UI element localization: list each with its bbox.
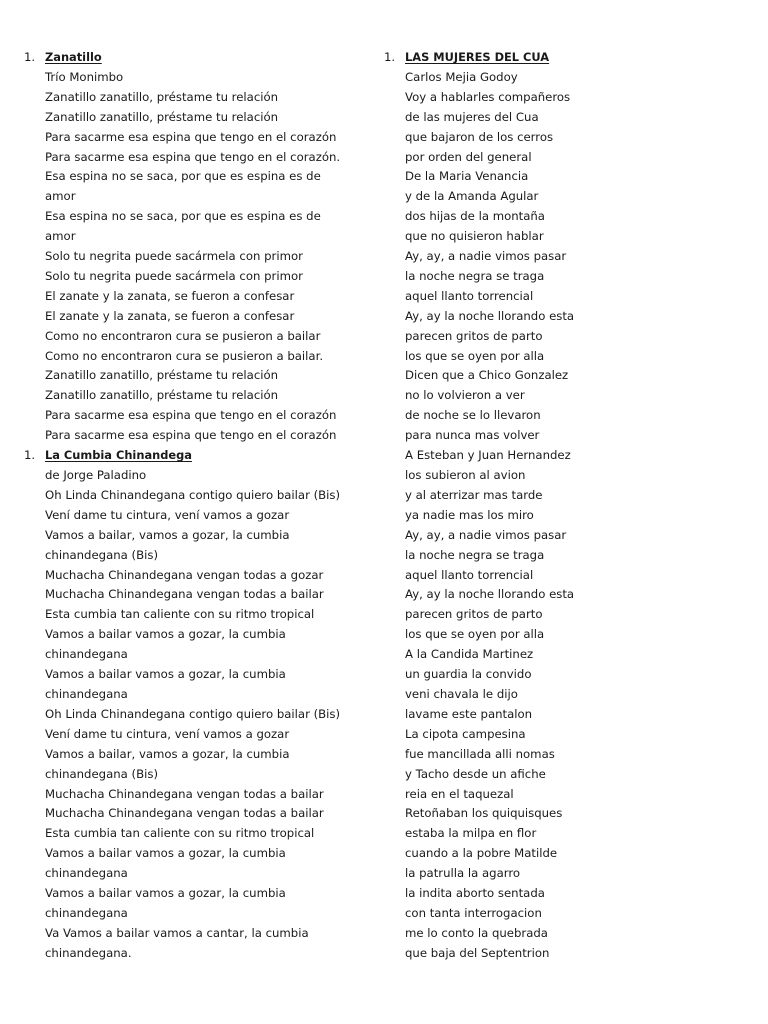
lyric-line: Esta cumbia tan caliente con su ritmo tropical [45, 826, 315, 841]
lyric-line: Solo tu negrita puede sacármela con primor [45, 249, 303, 264]
lyric-line: chinandegana [45, 866, 128, 881]
song-heading [384, 48, 744, 68]
lyric-line: A Esteban y Juan Hernandez [405, 448, 571, 463]
lyric-line: de las mujeres del Cua [405, 109, 539, 124]
lyric-line: Dicen que a Chico Gonzalez [405, 368, 569, 383]
song-title: La Cumbia Chinandega [45, 448, 192, 463]
lyric-line: Oh Linda Chinandegana contigo quiero bailar (Bis) [45, 487, 341, 502]
lyric-line: Como no encontraron cura se pusieron a bailar. [45, 348, 324, 363]
lyric-line: Vamos a bailar vamos a gozar, la cumbia [45, 627, 286, 642]
lyric-line: La cipota campesina [405, 726, 526, 741]
lyric-line: Muchacha Chinandegana vengan todas a bailar [45, 786, 324, 801]
lyric-line: Para sacarme esa espina que tengo en el corazón. [45, 149, 341, 164]
lyric-line: la patrulla la agarro [405, 866, 521, 881]
lyric-line: El zanate y la zanata, se fueron a confesar [45, 308, 295, 323]
lyric-line: chinandegana [45, 905, 128, 920]
lyric-line: Ay, ay la noche llorando esta [405, 587, 575, 602]
lyric-line: de Jorge Paladino [45, 468, 147, 482]
lyric-line: Ay, ay la noche llorando esta [405, 308, 575, 323]
lyric-line: aquel llanto torrencial [405, 288, 534, 303]
lyric-line: Muchacha Chinandegana vengan todas a bailar [45, 806, 324, 821]
list-number: 1. [24, 448, 36, 463]
lyric-line: Solo tu negrita puede sacármela con primor [45, 268, 303, 283]
lyric-line: Ay, ay, a nadie vimos pasar [405, 527, 567, 542]
lyric-line: la noche negra se traga [405, 268, 545, 283]
lyric-line: aquel llanto torrencial [405, 567, 534, 582]
lyric-line: Zanatillo zanatillo, préstame tu relación [45, 89, 279, 104]
song-title: LAS MUJERES DEL CUA [405, 50, 550, 64]
lyric-line: un guardia la convido [405, 667, 532, 682]
lyric-line: parecen gritos de parto [405, 607, 543, 622]
lyric-line: Carlos Mejia Godoy [405, 69, 518, 84]
lyric-line: El zanate y la zanata, se fueron a confesar [45, 288, 295, 303]
lyric-line: Para sacarme esa espina que tengo en el corazón [45, 129, 337, 144]
lyric-line: Zanatillo zanatillo, préstame tu relación [45, 388, 279, 403]
lyric-line: Muchacha Chinandegana vengan todas a bailar [45, 587, 324, 602]
lyric-line: Esta cumbia tan caliente con su ritmo tropical [45, 607, 315, 622]
list-number: 1. [384, 50, 396, 64]
song-heading [24, 446, 369, 466]
lyric-line: dos hijas de la montaña [405, 209, 545, 224]
lyric-line: ya nadie mas los miro [405, 507, 534, 522]
lyric-line: cuando a la pobre Matilde [405, 846, 558, 861]
lyric-line: Retoñaban los quiquisques [405, 806, 563, 821]
lyric-line: Trío Monimbo [45, 69, 124, 84]
song-title: Zanatillo [45, 50, 102, 64]
lyric-line: la noche negra se traga [405, 547, 545, 562]
lyrics [24, 68, 369, 446]
lyric-line: que no quisieron hablar [405, 229, 544, 244]
lyric-line: que bajaron de los cerros [405, 129, 554, 144]
lyric-line: chinandegana (Bis) [45, 766, 159, 781]
lyric-line: Zanatillo zanatillo, préstame tu relación [45, 368, 279, 383]
lyric-line: amor [45, 189, 76, 204]
lyric-line: chinandegana [45, 647, 128, 662]
lyric-line: Muchacha Chinandegana vengan todas a gozar [45, 567, 324, 582]
lyric-line: lavame este pantalon [405, 706, 533, 721]
lyric-line: para nunca mas volver [405, 428, 540, 443]
lyric-line: Como no encontraron cura se pusieron a bailar [45, 328, 321, 343]
lyric-line: y Tacho desde un afiche [405, 766, 546, 781]
lyric-line: veni chavala le dijo [405, 686, 518, 701]
lyric-line: por orden del general [405, 149, 532, 164]
lyric-line: Vení dame tu cintura, vení vamos a gozar [45, 726, 290, 741]
lyric-line: los subieron al avion [405, 468, 526, 483]
lyric-line: Zanatillo zanatillo, préstame tu relación [45, 109, 279, 124]
lyric-line: con tanta interrogacion [405, 905, 542, 920]
left-column [24, 48, 369, 964]
lyric-line: que baja del Septentrion [405, 945, 550, 960]
lyric-line: Ay, ay, a nadie vimos pasar [405, 249, 567, 264]
song-block [24, 48, 369, 446]
list-number: 1. [24, 50, 36, 64]
lyric-line: de noche se lo llevaron [405, 408, 541, 423]
lyric-line: Voy a hablarles compañeros [405, 89, 571, 104]
lyric-line: Esa espina no se saca, por que es espina es de [45, 209, 321, 224]
lyric-line: y al aterrizar mas tarde [405, 487, 543, 502]
song-block [384, 48, 744, 964]
lyric-line: chinandegana [45, 686, 128, 701]
lyrics [384, 68, 744, 964]
lyric-line: Vamos a bailar vamos a gozar, la cumbia [45, 886, 286, 901]
lyric-line: la indita aborto sentada [405, 886, 545, 901]
lyric-line: Oh Linda Chinandegana contigo quiero bailar (Bis) [45, 706, 341, 721]
lyric-line: Va Vamos a bailar vamos a cantar, la cumbia [45, 925, 309, 940]
lyric-line: no lo volvieron a ver [405, 388, 525, 403]
lyric-line: Vamos a bailar, vamos a gozar, la cumbia [45, 527, 290, 542]
lyric-line: me lo conto la quebrada [405, 925, 548, 940]
lyric-line: Para sacarme esa espina que tengo en el corazón [45, 408, 337, 423]
lyrics [24, 466, 369, 964]
lyric-line: Para sacarme esa espina que tengo en el corazón [45, 428, 337, 443]
lyric-line: reia en el taquezal [405, 786, 514, 801]
lyric-line: amor [45, 229, 76, 244]
lyric-line: Vamos a bailar vamos a gozar, la cumbia [45, 846, 286, 861]
lyric-line: Vamos a bailar vamos a gozar, la cumbia [45, 667, 286, 682]
lyric-line: parecen gritos de parto [405, 328, 543, 343]
lyric-line: De la Maria Venancia [405, 169, 529, 184]
lyric-line: chinandegana (Bis) [45, 547, 159, 562]
lyric-line: los que se oyen por alla [405, 348, 545, 363]
song-block [24, 446, 369, 964]
right-column [384, 48, 744, 964]
lyric-line: Vamos a bailar, vamos a gozar, la cumbia [45, 746, 290, 761]
lyric-line: fue mancillada alli nomas [405, 746, 555, 761]
lyric-line: y de la Amanda Agular [405, 189, 539, 204]
lyric-line: Esa espina no se saca, por que es espina es de [45, 169, 321, 184]
lyric-line: estaba la milpa en flor [405, 826, 537, 841]
lyric-line: Vení dame tu cintura, vení vamos a gozar [45, 507, 290, 522]
lyric-line: A la Candida Martinez [405, 647, 534, 662]
lyric-line: chinandegana. [45, 945, 132, 960]
lyric-line: los que se oyen por alla [405, 627, 545, 642]
song-heading [24, 48, 369, 68]
